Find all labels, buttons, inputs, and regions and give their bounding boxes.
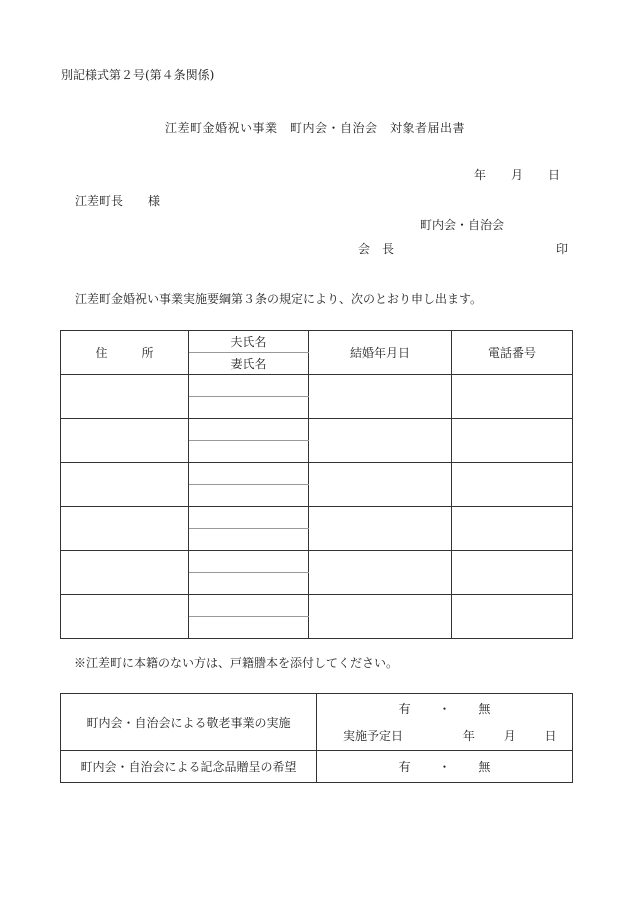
event-table — [60, 693, 573, 783]
address-cell[interactable] — [61, 375, 189, 419]
header-wife-name: 妻氏名 — [189, 353, 309, 375]
wife-name-cell[interactable] — [189, 529, 309, 551]
row1-no-option[interactable]: 無 — [478, 702, 491, 716]
date-year-label: 年 — [474, 168, 487, 182]
marriage-date-cell[interactable] — [309, 595, 452, 639]
wife-name-cell[interactable] — [189, 617, 309, 639]
row1-yes-option[interactable]: 有 — [398, 702, 411, 716]
event-row1-answer — [317, 694, 573, 751]
husband-name-cell[interactable] — [189, 419, 309, 441]
marriage-date-cell[interactable] — [309, 419, 452, 463]
wife-name-cell[interactable] — [189, 441, 309, 463]
phone-cell[interactable] — [452, 419, 573, 463]
header-marriage-date: 結婚年月日 — [309, 331, 452, 375]
husband-name-cell[interactable] — [189, 551, 309, 573]
marriage-date-cell[interactable] — [309, 551, 452, 595]
schedule-year[interactable]: 年 — [462, 729, 475, 743]
marriage-date-cell[interactable] — [309, 507, 452, 551]
submitter-org: 町内会・自治会 — [420, 218, 505, 232]
husband-name-cell[interactable] — [189, 463, 309, 485]
husband-name-cell[interactable] — [189, 507, 309, 529]
schedule-day[interactable]: 日 — [544, 729, 557, 743]
wife-name-cell[interactable] — [189, 397, 309, 419]
date-month-label: 月 — [511, 168, 524, 182]
addressee-honorific: 様 — [148, 194, 161, 208]
schedule-month[interactable]: 月 — [503, 729, 516, 743]
address-cell[interactable] — [61, 595, 189, 639]
event-row2-answer — [317, 751, 573, 783]
address-cell[interactable] — [61, 551, 189, 595]
husband-name-cell[interactable] — [189, 595, 309, 617]
header-phone: 電話番号 — [452, 331, 573, 375]
address-cell[interactable] — [61, 463, 189, 507]
row1-separator-dot: ・ — [438, 702, 451, 716]
document-title: 江差町金婚祝い事業 町内会・自治会 対象者届出書 — [164, 121, 465, 135]
phone-cell[interactable] — [452, 507, 573, 551]
header-address: 住所 — [61, 331, 189, 375]
seal-mark: 印 — [556, 242, 569, 256]
form-label: 別記様式第２号(第４条関係) — [61, 68, 215, 82]
event-row2-label: 町内会・自治会による記念品贈呈の希望 — [61, 751, 317, 783]
chair-label: 会長 — [358, 242, 407, 256]
phone-cell[interactable] — [452, 463, 573, 507]
schedule-label: 実施予定日 — [343, 729, 404, 743]
row2-separator-dot: ・ — [438, 760, 451, 774]
address-cell[interactable] — [61, 507, 189, 551]
intro-text: 江差町金婚祝い事業実施要綱第３条の規定により、次のとおり申し出ます。 — [75, 292, 483, 306]
marriage-date-cell[interactable] — [309, 463, 452, 507]
row2-yes-option[interactable]: 有 — [398, 760, 411, 774]
header-husband-name: 夫氏名 — [189, 331, 309, 353]
address-cell[interactable] — [61, 419, 189, 463]
marriage-date-cell[interactable] — [309, 375, 452, 419]
addressee-name: 江差町長 — [75, 194, 124, 208]
row2-no-option[interactable]: 無 — [478, 760, 491, 774]
wife-name-cell[interactable] — [189, 485, 309, 507]
phone-cell[interactable] — [452, 551, 573, 595]
event-row1-label: 町内会・自治会による敬老事業の実施 — [61, 694, 317, 751]
phone-cell[interactable] — [452, 595, 573, 639]
date-day-label: 日 — [548, 168, 561, 182]
wife-name-cell[interactable] — [189, 573, 309, 595]
applicant-table — [60, 330, 573, 639]
phone-cell[interactable] — [452, 375, 573, 419]
note-text: ※江差町に本籍のない方は、戸籍謄本を添付してください。 — [74, 656, 399, 670]
husband-name-cell[interactable] — [189, 375, 309, 397]
